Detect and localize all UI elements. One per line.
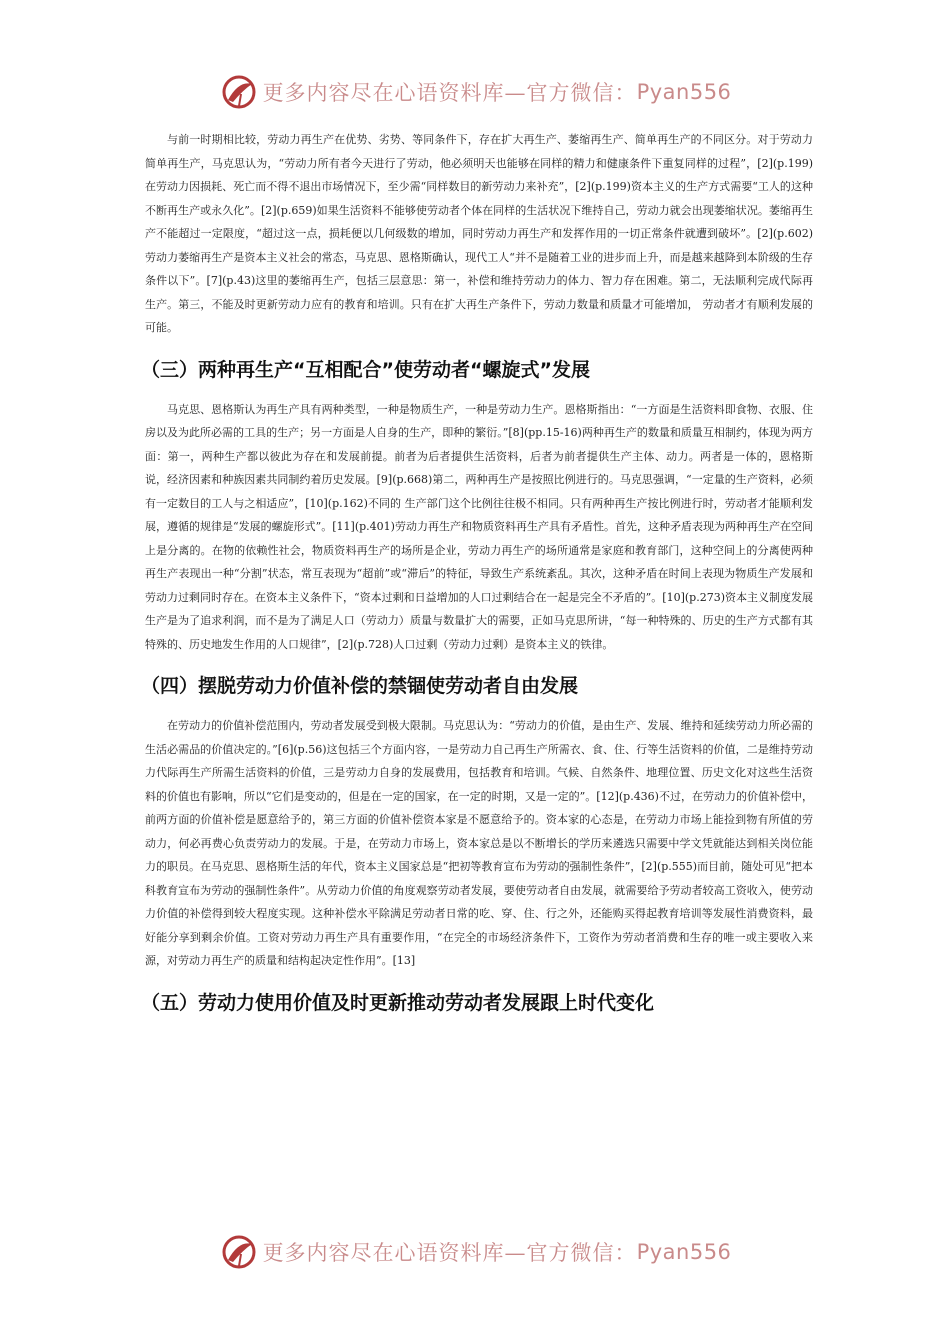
- section-heading-3: （三）两种再生产“互相配合”使劳动者“螺旋式”发展: [141, 358, 590, 381]
- watermark-wechat-id: Pyan556: [636, 80, 732, 104]
- watermark-text: 更多内容尽在心语资料库—官方微信：: [262, 81, 637, 105]
- watermark-footer: [0, 1232, 950, 1272]
- paragraph-2: 马克思、恩格斯认为再生产具有两种类型，一种是物质生产，一种是劳动力生产。恩格斯指出：“一方面是生活资料即食物、衣服、住房以及为此所必需的工具的生产；另一方面是人自身的生产，即种的繁衍。”[8](pp.15-16)两种再生产的数量和质量互相制约，体现为两方面：第一，两种生产都以彼此为存在和发展前提。前者为后者提供生活资料，后者为前者提供生产主体、动力。两者是一体的，恩格斯说，经济因素和种族因素共同制约着历史发展。[9](p.668)第二，两种再生产是按照比例进行的。马克思强调，“一定量的生产资料，必须有一定数目的工人与之相适应”，[10](p.162)不同的 生产部门这个比例往往极不相同。只有两种再生产按比例进行时，劳动者才能顺利发展，遵循的规律是“发展的螺旋形式”。[11](p.401)劳动力再生产和物质资料再生产具有矛盾性。首先，这种矛盾表现为两种再生产在空间上是分离的。在物的依赖性社会，物质资料再生产的场所是企业，劳动力再生产的场所通常是家庭和教育部门，这种空间上的分离使两种再生产表现出一种“分割”状态，常互表现为“超前”或“滞后”的特征，导致生产系统紊乱。其次，这种矛盾在时间上表现为物质生产发展和劳动力过剩同时存在。在资本主义条件下，“资本过剩和日益增加的人口过剩结合在一起是完全不矛盾的”。[10](p.273)资本主义制度发展生产是为了追求利润，而不是为了满足人口（劳动力）质量与数量扩大的需要，正如马克思所讲，“每一种特殊的、历史的生产方式都有其特殊的、历史地发生作用的人口规律”，[2](p.728)人口过剩（劳动力过剩）是资本主义的铁律。: [145, 402, 813, 651]
- watermark-wechat-id: Pyan556: [636, 1240, 732, 1264]
- paragraph-1: 与前一时期相比较，劳动力再生产在优势、劣势、等同条件下，存在扩大再生产、萎缩再生产、简单再生产的不同区分。对于劳动力简单再生产，马克思认为，“劳动力所有者今天进行了劳动，他必须明天也能够在同样的精力和健康条件下重复同样的过程”，[2](p.199)在劳动力因损耗、死亡而不得不退出市场情况下，至少需“同样数目的新劳动力来补充”，[2](p.199)资本主义的生产方式需要“工人的这种不断再生产或永久化”。[2](p.659)如果生活资料不能够使劳动者个体在同样的生活状况下维持自己，劳动力就会出现萎缩状况。萎缩再生产不能超过一定限度，“超过这一点，损耗便以几何级数的增加，同时劳动力再生产和发挥作用的一切正常条件就遭到破坏”。[2](p.602)劳动力萎缩再生产是资本主义社会的常态，马克思、恩格斯确认，现代工人“并不是随着工业的进步而上升，而是越来越降到本阶级的生存条件以下”。[7](p.43)这里的萎缩再生产，包括三层意思：第一，补偿和维持劳动力的体力、智力存在困难。第二，无法顺利完成代际再生产。第三，不能及时更新劳动力应有的教育和培训。只有在扩大再生产条件下，劳动力数量和质量才可能增加， 劳动者才有顺利发展的可能。: [145, 133, 813, 334]
- watermark-logo-icon: [219, 72, 259, 112]
- section-heading-5: （五）劳动力使用价值及时更新推动劳动者发展跟上时代变化: [141, 991, 655, 1014]
- watermark-header: [0, 72, 950, 112]
- paragraph-3: 在劳动力的价值补偿范围内，劳动者发展受到极大限制。马克思认为：“劳动力的价值，是由生产、发展、维持和延续劳动力所必需的生活必需品的价值决定的。”[6](p.56)这包括三个方面内容，一是劳动力自己再生产所需衣、食、住、行等生活资料的价值，二是维持劳动力代际再生产所需生活资料的价值，三是劳动力自身的发展费用，包括教育和培训。气候、自然条件、地理位置、历史文化对这些生活资料的价值也有影响，所以“它们是变动的，但是在一定的国家，在一定的时期，又是一定的”。[12](p.436)不过，在劳动力的价值补偿中，前两方面的价值补偿是愿意给予的，第三方面的价值补偿资本家是不愿意给予的。资本家的心态是，在劳动力市场上能捡到物有所值的劳动力，何必再费心负责劳动力的发展。于是，在劳动力市场上，资本家总是以不断增长的学历来遴选只需要中学文凭就能达到相关岗位能力的职员。在马克思、恩格斯生活的年代，资本主义国家总是“把初等教育宣布为劳动的强制性条件”，[2](p.555)而目前，随处可见“把本科教育宣布为劳动的强制性条件”。从劳动力价值的角度观察劳动者发展，要使劳动者自由发展，就需要给予劳动者较高工资收入，使劳动力价值的补偿得到较大程度实现。这种补偿水平除满足劳动者日常的吃、穿、住、行之外，还能购买得起教育培训等发展性消费资料，最好能分享到剩余价值。工资对劳动力再生产具有重要作用，“在完全的市场经济条件下，工资作为劳动者消费和生存的唯一或主要收入来源，对劳动力再生产的质量和结构起决定性作用”。[13]: [145, 719, 813, 967]
- document-body: [141, 128, 813, 1031]
- section-heading-4: （四）摆脱劳动力价值补偿的禁锢使劳动者自由发展: [141, 675, 579, 697]
- watermark-logo-icon: [219, 1232, 259, 1272]
- watermark-text: 更多内容尽在心语资料库—官方微信：: [262, 1241, 637, 1265]
